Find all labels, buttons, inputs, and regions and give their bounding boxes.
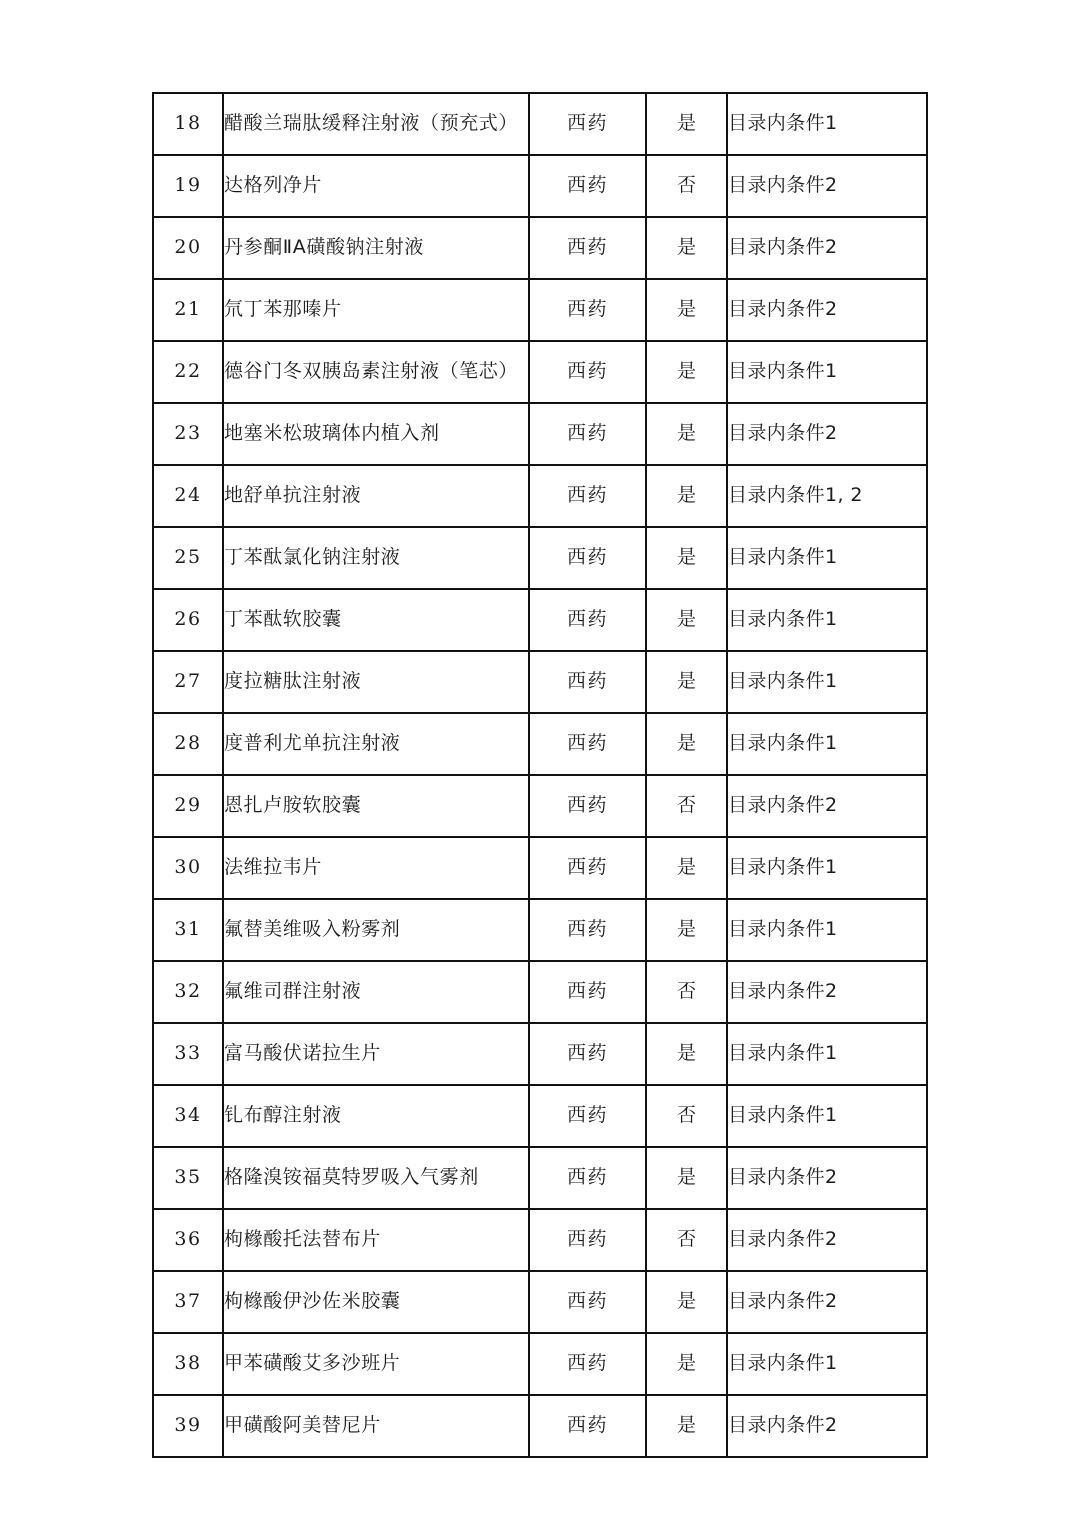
- negotiation-flag-cell: 是: [646, 403, 727, 465]
- serial-number-cell: 25: [153, 527, 223, 589]
- table-row: [153, 651, 927, 713]
- negotiation-flag-cell: 是: [646, 589, 727, 651]
- negotiation-flag-cell: 是: [646, 279, 727, 341]
- negotiation-flag-cell: 是: [646, 1271, 727, 1333]
- table-row: [153, 155, 927, 217]
- catalog-condition-cell: 目录内条件2: [727, 1271, 927, 1333]
- drug-name-cell: 醋酸兰瑞肽缓释注射液（预充式）: [223, 93, 529, 155]
- catalog-condition-cell: 目录内条件2: [727, 1209, 927, 1271]
- catalog-condition-cell: 目录内条件2: [727, 1395, 927, 1457]
- catalog-condition-cell: 目录内条件1: [727, 1333, 927, 1395]
- drug-category-cell: 西药: [529, 837, 646, 899]
- table-row: [153, 279, 927, 341]
- drug-category-cell: 西药: [529, 155, 646, 217]
- serial-number-cell: 33: [153, 1023, 223, 1085]
- table-row: [153, 1023, 927, 1085]
- catalog-condition-cell: 目录内条件1: [727, 713, 927, 775]
- table-row: [153, 341, 927, 403]
- negotiation-flag-cell: 是: [646, 713, 727, 775]
- drug-category-cell: 西药: [529, 1395, 646, 1457]
- drug-category-cell: 西药: [529, 589, 646, 651]
- drug-name-cell: 度拉糖肽注射液: [223, 651, 529, 713]
- serial-number-cell: 36: [153, 1209, 223, 1271]
- negotiation-flag-cell: 否: [646, 1085, 727, 1147]
- catalog-condition-cell: 目录内条件1: [727, 1085, 927, 1147]
- table-row: [153, 1271, 927, 1333]
- catalog-condition-cell: 目录内条件1, 2: [727, 465, 927, 527]
- serial-number-cell: 31: [153, 899, 223, 961]
- catalog-condition-cell: 目录内条件1: [727, 589, 927, 651]
- negotiation-flag-cell: 是: [646, 527, 727, 589]
- negotiation-flag-cell: 是: [646, 465, 727, 527]
- table-row: [153, 527, 927, 589]
- negotiation-flag-cell: 是: [646, 217, 727, 279]
- drug-category-cell: 西药: [529, 279, 646, 341]
- negotiation-flag-cell: 是: [646, 1395, 727, 1457]
- serial-number-cell: 22: [153, 341, 223, 403]
- negotiation-flag-cell: 是: [646, 1023, 727, 1085]
- serial-number-cell: 24: [153, 465, 223, 527]
- catalog-condition-cell: 目录内条件1: [727, 1023, 927, 1085]
- drug-name-cell: 枸橼酸伊沙佐米胶囊: [223, 1271, 529, 1333]
- negotiation-flag-cell: 是: [646, 899, 727, 961]
- negotiation-flag-cell: 是: [646, 837, 727, 899]
- table-row: [153, 465, 927, 527]
- serial-number-cell: 27: [153, 651, 223, 713]
- drug-category-cell: 西药: [529, 1271, 646, 1333]
- serial-number-cell: 32: [153, 961, 223, 1023]
- drug-name-cell: 氟替美维吸入粉雾剂: [223, 899, 529, 961]
- drug-name-cell: 德谷门冬双胰岛素注射液（笔芯）: [223, 341, 529, 403]
- drug-category-cell: 西药: [529, 1023, 646, 1085]
- negotiation-flag-cell: 是: [646, 93, 727, 155]
- table-row: [153, 217, 927, 279]
- table-row: [153, 961, 927, 1023]
- negotiation-flag-cell: 否: [646, 155, 727, 217]
- table-row: [153, 1395, 927, 1457]
- drug-category-cell: 西药: [529, 465, 646, 527]
- serial-number-cell: 21: [153, 279, 223, 341]
- catalog-condition-cell: 目录内条件2: [727, 217, 927, 279]
- drug-name-cell: 甲苯磺酸艾多沙班片: [223, 1333, 529, 1395]
- drug-category-cell: 西药: [529, 341, 646, 403]
- serial-number-cell: 37: [153, 1271, 223, 1333]
- drug-name-cell: 钆布醇注射液: [223, 1085, 529, 1147]
- catalog-condition-cell: 目录内条件2: [727, 279, 927, 341]
- catalog-condition-cell: 目录内条件1: [727, 651, 927, 713]
- drug-name-cell: 丁苯酞软胶囊: [223, 589, 529, 651]
- drug-name-cell: 恩扎卢胺软胶囊: [223, 775, 529, 837]
- table-row: [153, 899, 927, 961]
- negotiation-flag-cell: 是: [646, 341, 727, 403]
- drug-name-cell: 地塞米松玻璃体内植入剂: [223, 403, 529, 465]
- drug-category-cell: 西药: [529, 1333, 646, 1395]
- serial-number-cell: 29: [153, 775, 223, 837]
- catalog-condition-cell: 目录内条件1: [727, 93, 927, 155]
- drug-category-cell: 西药: [529, 527, 646, 589]
- drug-name-cell: 度普利尤单抗注射液: [223, 713, 529, 775]
- drug-category-cell: 西药: [529, 899, 646, 961]
- drug-category-cell: 西药: [529, 775, 646, 837]
- table-row: [153, 713, 927, 775]
- drug-name-cell: 法维拉韦片: [223, 837, 529, 899]
- drug-category-cell: 西药: [529, 1209, 646, 1271]
- drug-name-cell: 达格列净片: [223, 155, 529, 217]
- drug-catalog-table: [152, 92, 928, 1458]
- drug-category-cell: 西药: [529, 1085, 646, 1147]
- catalog-condition-cell: 目录内条件2: [727, 155, 927, 217]
- drug-name-cell: 枸橼酸托法替布片: [223, 1209, 529, 1271]
- serial-number-cell: 30: [153, 837, 223, 899]
- drug-category-cell: 西药: [529, 217, 646, 279]
- serial-number-cell: 19: [153, 155, 223, 217]
- catalog-condition-cell: 目录内条件2: [727, 775, 927, 837]
- serial-number-cell: 20: [153, 217, 223, 279]
- table-row: [153, 589, 927, 651]
- negotiation-flag-cell: 是: [646, 1333, 727, 1395]
- table-row: [153, 1085, 927, 1147]
- serial-number-cell: 38: [153, 1333, 223, 1395]
- drug-category-cell: 西药: [529, 651, 646, 713]
- catalog-condition-cell: 目录内条件2: [727, 1147, 927, 1209]
- negotiation-flag-cell: 是: [646, 1147, 727, 1209]
- serial-number-cell: 35: [153, 1147, 223, 1209]
- drug-name-cell: 地舒单抗注射液: [223, 465, 529, 527]
- drug-name-cell: 氘丁苯那嗪片: [223, 279, 529, 341]
- table-row: [153, 1209, 927, 1271]
- drug-category-cell: 西药: [529, 1147, 646, 1209]
- drug-name-cell: 丁苯酞氯化钠注射液: [223, 527, 529, 589]
- table-row: [153, 1147, 927, 1209]
- serial-number-cell: 18: [153, 93, 223, 155]
- drug-name-cell: 甲磺酸阿美替尼片: [223, 1395, 529, 1457]
- serial-number-cell: 26: [153, 589, 223, 651]
- table-row: [153, 837, 927, 899]
- drug-name-cell: 丹参酮ⅡA磺酸钠注射液: [223, 217, 529, 279]
- table-row: [153, 775, 927, 837]
- table-row: [153, 403, 927, 465]
- drug-catalog-table-body: [153, 93, 927, 1457]
- negotiation-flag-cell: 否: [646, 961, 727, 1023]
- drug-category-cell: 西药: [529, 713, 646, 775]
- drug-name-cell: 格隆溴铵福莫特罗吸入气雾剂: [223, 1147, 529, 1209]
- negotiation-flag-cell: 否: [646, 775, 727, 837]
- negotiation-flag-cell: 是: [646, 651, 727, 713]
- catalog-condition-cell: 目录内条件2: [727, 961, 927, 1023]
- drug-category-cell: 西药: [529, 961, 646, 1023]
- table-row: [153, 1333, 927, 1395]
- serial-number-cell: 23: [153, 403, 223, 465]
- drug-category-cell: 西药: [529, 93, 646, 155]
- catalog-condition-cell: 目录内条件1: [727, 527, 927, 589]
- serial-number-cell: 34: [153, 1085, 223, 1147]
- catalog-condition-cell: 目录内条件1: [727, 837, 927, 899]
- serial-number-cell: 39: [153, 1395, 223, 1457]
- catalog-condition-cell: 目录内条件1: [727, 899, 927, 961]
- negotiation-flag-cell: 否: [646, 1209, 727, 1271]
- drug-name-cell: 氟维司群注射液: [223, 961, 529, 1023]
- serial-number-cell: 28: [153, 713, 223, 775]
- drug-name-cell: 富马酸伏诺拉生片: [223, 1023, 529, 1085]
- catalog-condition-cell: 目录内条件1: [727, 341, 927, 403]
- catalog-condition-cell: 目录内条件2: [727, 403, 927, 465]
- table-row: [153, 93, 927, 155]
- drug-catalog-table-container: [152, 92, 926, 1458]
- drug-category-cell: 西药: [529, 403, 646, 465]
